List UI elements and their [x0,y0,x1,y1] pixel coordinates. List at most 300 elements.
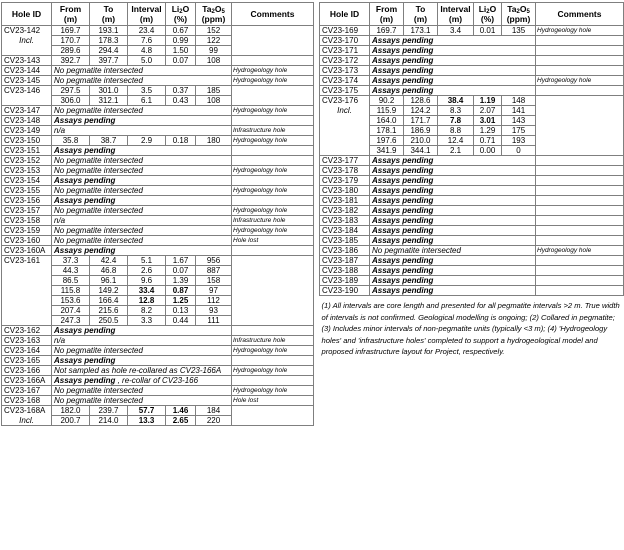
comment-cell [536,206,624,216]
status-text: Assays pending [54,146,116,155]
to-cell: 214.0 [90,416,128,426]
status-suffix: , re-collar of CV23-166 [115,376,199,385]
hole-id-cell [2,276,52,286]
comment-cell: Hydrogeology hole [232,136,314,146]
hole-id-cell: CV23-190 [320,286,370,296]
comment-cell: Hydrogeology hole [232,76,314,86]
hole-id-cell: CV23-175 [320,86,370,96]
table-row [2,356,314,366]
table-row [320,166,624,176]
table-row [2,336,314,346]
hole-id-cell: CV23-152 [2,156,52,166]
table-row [320,86,624,96]
comment-cell: Hydrogeology hole [536,246,624,256]
interval-cell: 38.4 [438,96,474,106]
interval-cell: 7.6 [128,36,166,46]
status-cell [370,216,536,226]
from-cell: 200.7 [52,416,90,426]
status-text: No pegmatite intersected [54,226,143,235]
table-row [2,96,314,106]
status-text: No pegmatite intersected [54,106,143,115]
comment-cell [232,176,314,186]
from-cell: 115.8 [52,286,90,296]
status-cell [370,246,536,256]
status-cell [370,226,536,236]
hole-id-cell [2,96,52,106]
hole-id-cell: Incl. [320,106,370,116]
comment-cell [232,356,314,366]
from-cell: 182.0 [52,406,90,416]
comment-cell [232,266,314,276]
comment-cell [536,56,624,66]
comment-cell [536,196,624,206]
li2o-cell: 2.07 [474,106,502,116]
status-text: Assays pending [372,66,434,75]
ta2o5-cell: 180 [196,136,232,146]
status-cell [52,186,232,196]
status-cell [52,236,232,246]
table-row [2,46,314,56]
to-cell: 215.6 [90,306,128,316]
table-row [320,76,624,86]
li2o-cell: 1.19 [474,96,502,106]
status-cell [52,196,232,206]
from-cell: 169.7 [52,26,90,36]
table-row [2,266,314,276]
comment-cell [232,276,314,286]
hole-id-cell: CV23-155 [2,186,52,196]
table-row [2,396,314,406]
comment-cell: Hydrogeology hole [232,186,314,196]
hole-id-cell: CV23-163 [2,336,52,346]
comment-cell [232,96,314,106]
status-cell [52,376,232,386]
hole-id-cell: CV23-183 [320,216,370,226]
status-cell [52,216,232,226]
table-row [2,256,314,266]
status-text: Assays pending [372,276,434,285]
status-text: No pegmatite intersected [54,186,143,195]
status-cell [370,86,536,96]
comment-cell: Hydrogeology hole [232,366,314,376]
table-row [320,96,624,106]
status-text: Assays pending [372,56,434,65]
table-row [2,226,314,236]
comment-cell [232,416,314,426]
status-cell [370,66,536,76]
ta2o5-cell: 887 [196,266,232,276]
comment-cell [536,126,624,136]
hole-id-cell: CV23-162 [2,326,52,336]
status-cell [52,386,232,396]
comment-cell [232,46,314,56]
to-cell: 124.2 [404,106,438,116]
table-row [320,46,624,56]
comment-cell [232,306,314,316]
table-row [2,276,314,286]
interval-cell: 2.1 [438,146,474,156]
hole-id-cell: CV23-167 [2,386,52,396]
from-cell: 341.9 [370,146,404,156]
comment-cell [232,406,314,416]
li2o-cell: 0.07 [166,266,196,276]
comment-cell [536,46,624,56]
hole-id-cell: CV23-184 [320,226,370,236]
ta2o5-cell: 97 [196,286,232,296]
to-cell: 239.7 [90,406,128,416]
hole-id-cell [2,46,52,56]
hole-id-cell: CV23-166 [2,366,52,376]
comment-cell [536,96,624,106]
from-cell: 289.6 [52,46,90,56]
table-row [320,226,624,236]
ta2o5-cell: 143 [502,116,536,126]
from-cell: 392.7 [52,56,90,66]
header-hole-id: Hole ID [320,3,370,26]
table-row [2,406,314,416]
status-text: Assays pending [372,256,434,265]
comment-cell [536,116,624,126]
status-text: Assays pending [372,76,434,85]
table-row [2,116,314,126]
comment-cell [536,36,624,46]
ta2o5-cell: 93 [196,306,232,316]
interval-cell: 2.9 [128,136,166,146]
status-text: No pegmatite intersected [54,346,143,355]
table-row [2,246,314,256]
hole-id-cell: CV23-168 [2,396,52,406]
from-cell: 297.5 [52,86,90,96]
hole-id-cell: CV23-168A [2,406,52,416]
to-cell: 301.0 [90,86,128,96]
table-row [2,196,314,206]
ta2o5-cell: 108 [196,56,232,66]
status-text: Assays pending [372,86,434,95]
table-row [2,146,314,156]
comment-cell: Hydrogeology hole [232,346,314,356]
status-text: Assays pending [54,326,116,335]
hole-id-cell: CV23-173 [320,66,370,76]
status-text: Assays pending [372,36,434,45]
interval-cell: 8.2 [128,306,166,316]
comment-cell: Hydrogeology hole [536,26,624,36]
table-row [320,116,624,126]
comment-cell [536,176,624,186]
status-text: Not sampled as hole re-collared as CV23-166A [54,366,222,375]
ta2o5-cell: 122 [196,36,232,46]
comment-cell [232,196,314,206]
table-row [2,26,314,36]
header-li2o: $Li_2O$ (%) [474,3,502,26]
status-text: Assays pending [372,236,434,245]
hole-id-cell [320,116,370,126]
status-text: Assays pending [54,246,116,255]
table-row [2,106,314,116]
li2o-cell: 1.50 [166,46,196,56]
header-comments: Comments [232,3,314,26]
status-cell [370,196,536,206]
to-cell: 149.2 [90,286,128,296]
comment-cell [232,156,314,166]
status-cell [52,76,232,86]
table-row [2,416,314,426]
header-from: From (m) [370,3,404,26]
table-row [320,126,624,136]
hole-id-cell: CV23-146 [2,86,52,96]
table-row [320,266,624,276]
status-text: No pegmatite intersected [54,236,143,245]
status-text: Assays pending [372,226,434,235]
comment-cell [232,86,314,96]
status-text: Assays pending [372,186,434,195]
hole-id-cell: CV23-169 [320,26,370,36]
status-text: No pegmatite intersected [54,396,143,405]
hole-id-cell: CV23-186 [320,246,370,256]
li2o-cell: 1.25 [166,296,196,306]
hole-id-cell: CV23-179 [320,176,370,186]
status-cell [370,206,536,216]
status-cell [370,286,536,296]
from-cell: 153.6 [52,296,90,306]
to-cell: 312.1 [90,96,128,106]
comment-cell [536,166,624,176]
hole-id-cell: CV23-188 [320,266,370,276]
header-to: To (m) [90,3,128,26]
hole-id-cell: CV23-151 [2,146,52,156]
status-text: Assays pending [372,286,434,295]
comment-cell [536,276,624,286]
interval-cell: 5.1 [128,256,166,266]
ta2o5-cell: 148 [502,96,536,106]
table-row [2,316,314,326]
hole-id-cell [320,136,370,146]
status-cell [52,206,232,216]
li2o-cell: 1.67 [166,256,196,266]
status-text: No pegmatite intersected [54,166,143,175]
hole-id-cell: CV23-160 [2,236,52,246]
interval-cell: 2.6 [128,266,166,276]
to-cell: 42.4 [90,256,128,266]
table-row [2,136,314,146]
from-cell: 169.7 [370,26,404,36]
status-text: Assays pending [54,196,116,205]
comment-cell: Infrastructure hole [232,216,314,226]
table-row [320,276,624,286]
hole-id-cell: CV23-149 [2,126,52,136]
table-row [320,216,624,226]
interval-cell: 3.3 [128,316,166,326]
interval-cell: 23.4 [128,26,166,36]
hole-id-cell [2,316,52,326]
status-text: Assays pending [54,356,116,365]
table-row [320,256,624,266]
table-row [320,146,624,156]
hole-id-cell: CV23-147 [2,106,52,116]
status-text: n/a [54,126,66,135]
hole-id-cell: CV23-171 [320,46,370,56]
table-row [2,126,314,136]
status-text: Assays pending [372,266,434,275]
hole-id-cell: CV23-150 [2,136,52,146]
comment-cell: Infrastructure hole [232,126,314,136]
comment-cell [232,376,314,386]
table-row [320,196,624,206]
header-row [320,3,624,26]
interval-cell: 12.4 [438,136,474,146]
table-row [2,366,314,376]
li2o-cell: 0.01 [474,26,502,36]
li2o-cell: 0.18 [166,136,196,146]
comment-cell [536,186,624,196]
hole-id-cell: CV23-148 [2,116,52,126]
status-cell [52,156,232,166]
ta2o5-cell: 184 [196,406,232,416]
ta2o5-cell: 158 [196,276,232,286]
table-row [2,236,314,246]
table-row [320,56,624,66]
interval-cell: 8.3 [438,106,474,116]
li2o-cell: 2.65 [166,416,196,426]
hole-id-cell: CV23-158 [2,216,52,226]
to-cell: 344.1 [404,146,438,156]
from-cell: 90.2 [370,96,404,106]
li2o-cell: 0.44 [166,316,196,326]
assay-table-left [1,2,314,426]
ta2o5-cell: 152 [196,26,232,36]
table-row [320,66,624,76]
li2o-cell: 0.43 [166,96,196,106]
li2o-cell: 0.71 [474,136,502,146]
interval-cell: 3.4 [438,26,474,36]
status-cell [370,256,536,266]
comment-cell: Hydrogeology hole [232,106,314,116]
table-row [2,376,314,386]
header-from: From (m) [52,3,90,26]
table-row [2,326,314,336]
interval-cell: 33.4 [128,286,166,296]
status-cell [52,246,232,256]
status-cell [52,116,232,126]
table-row [2,186,314,196]
hole-id-cell [320,126,370,136]
header-interval: Interval (m) [438,3,474,26]
li2o-cell: 1.29 [474,126,502,136]
hole-id-cell: CV23-182 [320,206,370,216]
hole-id-cell: CV23-170 [320,36,370,46]
hole-id-cell [2,306,52,316]
ta2o5-cell: 111 [196,316,232,326]
comment-cell: Hydrogeology hole [232,226,314,236]
hole-id-cell: CV23-156 [2,196,52,206]
table-row [2,156,314,166]
table-row [2,36,314,46]
from-cell: 170.7 [52,36,90,46]
comment-cell [536,146,624,156]
table-row [2,166,314,176]
comment-cell: Hydrogeology hole [536,76,624,86]
table-row [2,206,314,216]
hole-id-cell: Incl. [2,416,52,426]
hole-id-cell: CV23-180 [320,186,370,196]
from-cell: 164.0 [370,116,404,126]
status-cell [370,76,536,86]
hole-id-cell: CV23-189 [320,276,370,286]
status-cell [370,166,536,176]
from-cell: 35.8 [52,136,90,146]
to-cell: 128.6 [404,96,438,106]
status-text: Assays pending [372,176,434,185]
header-hole-id: Hole ID [2,3,52,26]
interval-cell: 4.8 [128,46,166,56]
status-cell [52,336,232,346]
hole-id-cell: CV23-174 [320,76,370,86]
from-cell: 306.0 [52,96,90,106]
comment-cell [232,286,314,296]
to-cell: 294.4 [90,46,128,56]
status-cell [370,36,536,46]
table-row [2,306,314,316]
comment-cell [232,36,314,46]
status-text: No pegmatite intersected [54,386,143,395]
ta2o5-cell: 193 [502,136,536,146]
ta2o5-cell: 135 [502,26,536,36]
hole-id-cell: CV23-172 [320,56,370,66]
status-text: No pegmatite intersected [54,66,143,75]
hole-id-cell [2,296,52,306]
comment-cell [536,66,624,76]
hole-id-cell: CV23-143 [2,56,52,66]
table-row [320,26,624,36]
status-text: Assays pending [372,196,434,205]
status-text: Assays pending [372,206,434,215]
status-cell [52,226,232,236]
header-li2o: $Li_2O$ (%) [166,3,196,26]
comment-cell [536,216,624,226]
status-text: No pegmatite intersected [372,246,461,255]
comment-cell [232,326,314,336]
interval-cell: 3.5 [128,86,166,96]
comment-cell [536,86,624,96]
status-cell [52,326,232,336]
status-text: Assays pending [372,216,434,225]
hole-id-cell: CV23-154 [2,176,52,186]
to-cell: 397.7 [90,56,128,66]
to-cell: 250.5 [90,316,128,326]
hole-id-cell: Incl. [2,36,52,46]
table-row [2,76,314,86]
status-text: Assays pending [372,166,434,175]
comment-cell: Hydrogeology hole [232,166,314,176]
status-cell [370,56,536,66]
header-ta2o5: $Ta_2O_5$ (ppm) [196,3,232,26]
table-row [320,36,624,46]
ta2o5-cell: 175 [502,126,536,136]
hole-id-cell: CV23-187 [320,256,370,266]
comment-cell [232,316,314,326]
status-text: No pegmatite intersected [54,206,143,215]
from-cell: 44.3 [52,266,90,276]
to-cell: 171.7 [404,116,438,126]
table-row [2,386,314,396]
hole-id-cell: CV23-185 [320,236,370,246]
status-cell [370,236,536,246]
to-cell: 38.7 [90,136,128,146]
comment-cell [536,266,624,276]
table-row [2,56,314,66]
header-to: To (m) [404,3,438,26]
comment-cell: Hydrogeology hole [232,386,314,396]
to-cell: 210.0 [404,136,438,146]
